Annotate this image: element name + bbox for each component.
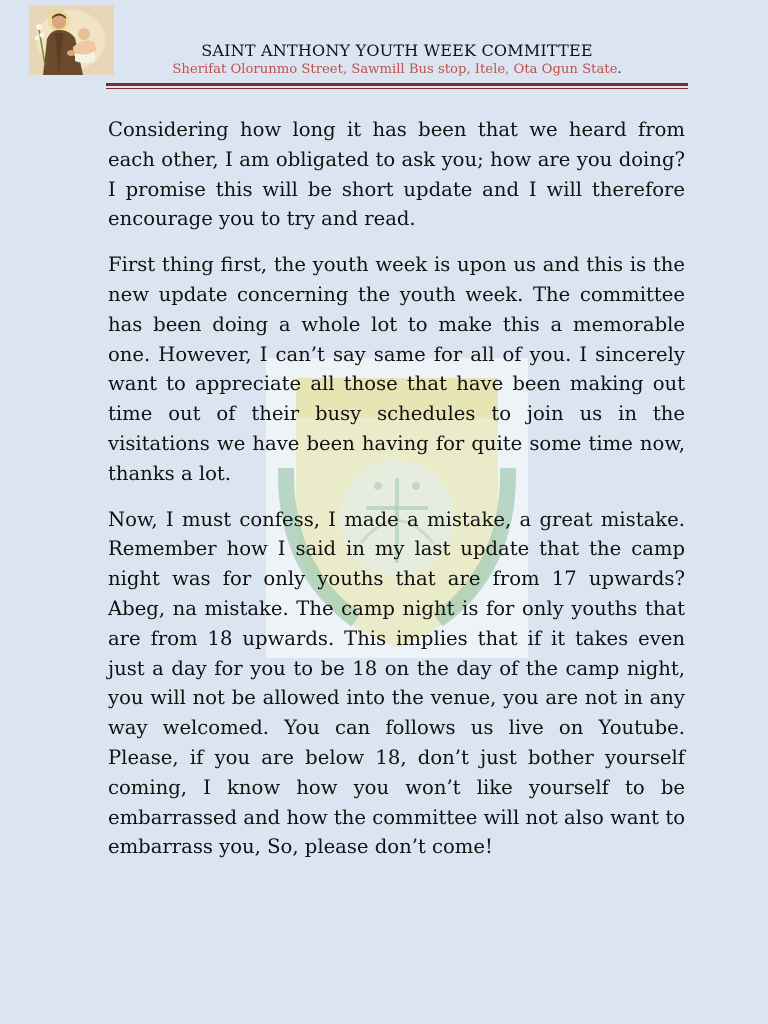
header-divider-thin	[106, 88, 688, 89]
address-period: .	[617, 62, 622, 77]
paragraph-youth-week-update: First thing first, the youth week is upon us and this is the new update concerning the youth week. The committee has been doing a whole lot to make this a memorable one. However, I can’t say same for all of you. I sincerely want to appreciate all those that have been making out time out of their busy schedules to join us in the visitations we have been having for quite some time now, thanks a lot.	[108, 253, 685, 485]
paragraph-camp-night-correction: Now, I must confess, I made a mistake, a great mistake. Remember how I said in my last update that the camp night was for only youths that are from 17 upwards? Abeg, na mistake. The camp night is for only youths that are from 18 upwards. This implies that if it takes even just a day for you to be 18 on the day of the camp night, you will not be allowed into the venue, you are not in any way welcomed. You can follows us live on Youtube. Please, if you are below 18, don’t just bother yourself coming, I know how you won’t like yourself to be embarrassed and how the committee will not also want to embarrass you, So, please don’t come!	[108, 507, 685, 859]
paragraph-greeting: Considering how long it has been that we heard from each other, I am obligated to ask you; how are you doing? I promise this will be short update and I will therefore encourage you to try and read.	[108, 118, 685, 231]
committee-address	[106, 62, 688, 77]
address-text: Sherifat Olorunmo Street, Sawmill Bus stop, Itele, Ota Ogun State	[172, 62, 618, 77]
committee-title: SAINT ANTHONY YOUTH WEEK COMMITTEE	[201, 41, 593, 60]
header-divider	[106, 83, 688, 86]
saint-anthony-logo-icon	[29, 5, 114, 75]
letter-body	[108, 115, 685, 878]
